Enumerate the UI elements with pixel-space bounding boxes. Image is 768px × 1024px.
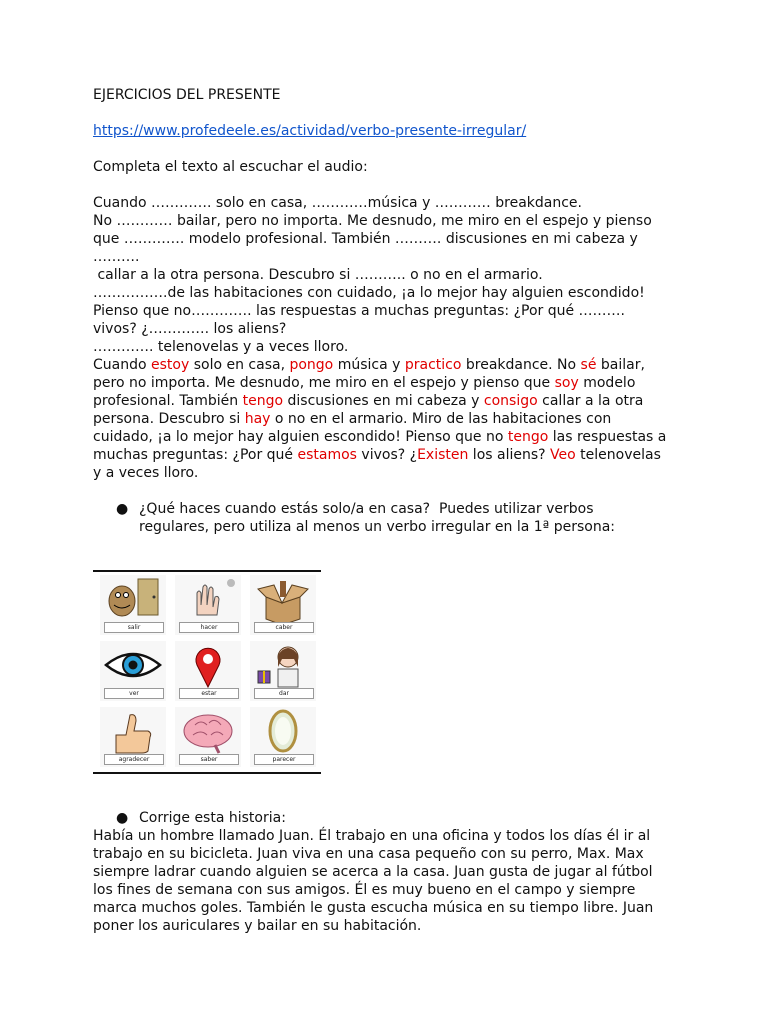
- exercise-line: No ………… bailar, pero no importa. Me desnudo, me miro en el espejo y pienso: [93, 213, 652, 229]
- verb-card-dar: [250, 641, 316, 701]
- story-line: Había un hombre llamado Juan. Él trabajo en una oficina y todos los días él ir al: [93, 828, 651, 844]
- verb-card-salir: [100, 575, 166, 635]
- verb-card-agradecer: [100, 707, 166, 767]
- exercise-line: Cuando …………. solo en casa, …………música y ………… breakdance.: [93, 195, 582, 211]
- verb-card-hacer: [175, 575, 241, 635]
- exercise-line: callar a la otra persona. Descubro si ……….. o no en el armario.: [93, 267, 543, 283]
- verb-card-caber: [250, 575, 316, 635]
- verb-label: ver: [104, 688, 164, 699]
- exercise-line: que …………. modelo profesional. También ………. discusiones en mi cabeza y: [93, 231, 638, 247]
- answer-verb: pongo: [289, 357, 334, 373]
- answer-verb: estoy: [151, 357, 190, 373]
- answer-verb: tengo: [507, 429, 549, 445]
- story-line: siempre ladrar cuando alguien se acerca a la casa. Juan gusta de jugar al fútbol: [93, 864, 653, 880]
- verb-label: agradecer: [104, 754, 164, 765]
- verb-label: saber: [179, 754, 239, 765]
- activity-link[interactable]: https://www.profedeele.es/actividad/verbo-presente-irregular/: [93, 123, 527, 139]
- story-line: marca muchos goles. También le gusta escucha música en su tiempo libre. Juan: [93, 900, 654, 916]
- bullet-dot-icon: ●: [116, 810, 129, 826]
- answer-verb: practico: [404, 357, 462, 373]
- exercise-line: ……….: [93, 249, 140, 265]
- answer-line: y a veces lloro.: [93, 465, 199, 481]
- verb-card-ver: [100, 641, 166, 701]
- verb-label: hacer: [179, 622, 239, 633]
- irregular-verbs-image: [93, 570, 321, 774]
- exercise-line: …………….de las habitaciones con cuidado, ¡a lo mejor hay alguien escondido!: [93, 285, 645, 301]
- exercise-line: vivos? ¿…………. los aliens?: [93, 321, 287, 337]
- answer-verb: Veo: [550, 447, 576, 463]
- instruction: Completa el texto al escuchar el audio:: [93, 159, 368, 175]
- answer-verb: tengo: [242, 393, 284, 409]
- answer-verb: soy: [554, 375, 579, 391]
- answer-verb: consigo: [483, 393, 538, 409]
- verb-label: salir: [104, 622, 164, 633]
- story-line: poner los auriculares y bailar en su habitación.: [93, 918, 422, 934]
- document-body: [93, 86, 693, 935]
- verb-label: caber: [254, 622, 314, 633]
- answer-line: profesional. También tengo discusiones en mi cabeza y consigo callar a la otra: [93, 393, 644, 409]
- answer-line: Cuando estoy solo en casa, pongo música y practico breakdance. No sé bailar,: [93, 357, 645, 373]
- answer-line: persona. Descubro si hay o no en el armario. Miro de las habitaciones con: [93, 411, 612, 427]
- exercise-line: Pienso que no…………. las respuestas a muchas preguntas: ¿Por qué ……….: [93, 303, 625, 319]
- bullet-question: ● ¿Qué haces cuando estás solo/a en casa? Puedes utilizar verbos regulares, pero utiliza al menos un verbo irregular en la 1ª persona:: [116, 501, 616, 535]
- answer-verb: Existen: [417, 447, 469, 463]
- bullet-correct: ● Corrige esta historia:: [116, 810, 286, 826]
- answer-line: cuidado, ¡a lo mejor hay alguien escondido! Pienso que no tengo las respuestas a: [93, 429, 667, 445]
- page-title: EJERCICIOS DEL PRESENTE: [93, 87, 281, 103]
- bullet-dot-icon: ●: [116, 501, 129, 517]
- exercise-text: [93, 194, 693, 356]
- verb-label: estar: [179, 688, 239, 699]
- verb-label: parecer: [254, 754, 314, 765]
- story-line: trabajo en su bicicleta. Juan viva en una casa pequeño con su perro, Max. Max: [93, 846, 644, 862]
- answer-verb: hay: [244, 411, 271, 427]
- verb-card-saber: [175, 707, 241, 767]
- verb-card-parecer: [250, 707, 316, 767]
- answer-line: muchas preguntas: ¿Por qué estamos vivos? ¿Existen los aliens? Veo telenovelas: [93, 447, 661, 463]
- story-line: los fines de semana con sus amigos. Él es muy bueno en el campo y siempre: [93, 882, 636, 898]
- verb-card-estar: [175, 641, 241, 701]
- answer-verb: sé: [580, 357, 597, 373]
- answer-verb: estamos: [297, 447, 357, 463]
- verb-label: dar: [254, 688, 314, 699]
- answer-text: [93, 356, 693, 482]
- answer-line: pero no importa. Me desnudo, me miro en el espejo y pienso que soy modelo: [93, 375, 636, 391]
- story-text: [93, 827, 693, 935]
- exercise-line: …………. telenovelas y a veces lloro.: [93, 339, 349, 355]
